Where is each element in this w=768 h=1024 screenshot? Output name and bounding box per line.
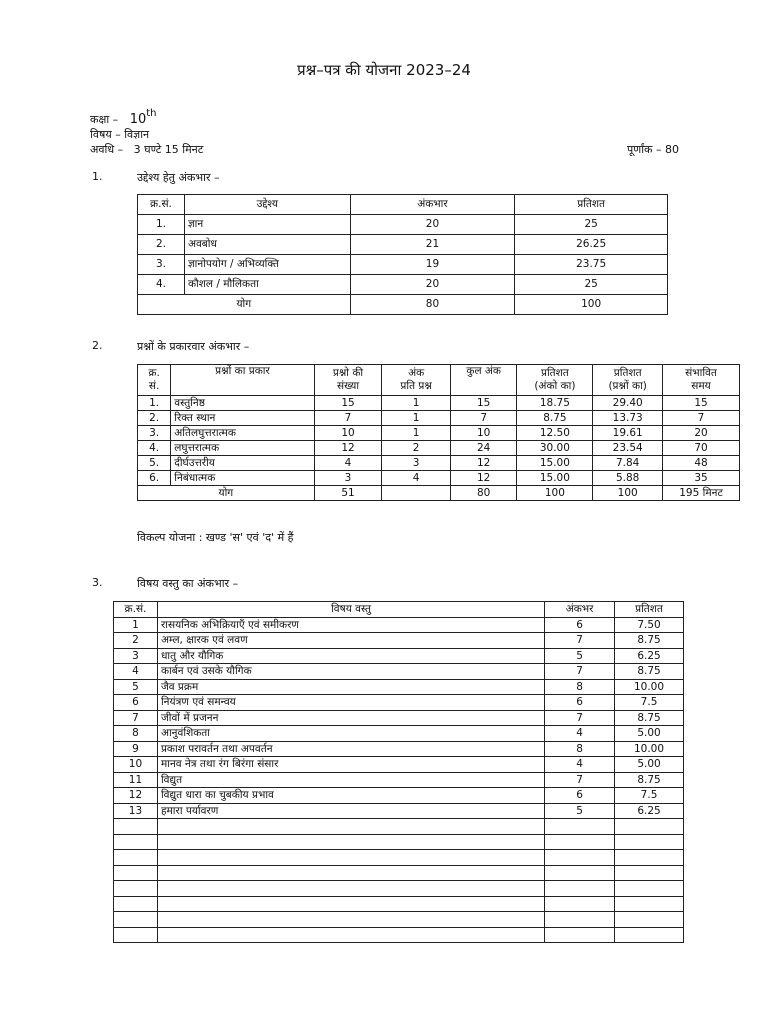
- column-header: अंक प्रति प्रश्न: [382, 365, 451, 396]
- table-cell: 10.00: [615, 679, 684, 695]
- table-cell: 13: [114, 803, 158, 819]
- table-cell: 15: [314, 396, 382, 411]
- table-cell: 5: [545, 803, 615, 819]
- table-cell: 3.: [138, 426, 171, 441]
- table-cell: 7: [663, 411, 740, 426]
- table-cell: जैव प्रक्रम: [157, 679, 544, 695]
- table-cell: 30.00: [517, 441, 593, 456]
- column-header: अंकभार: [350, 195, 515, 215]
- column-header: विषय वस्तु: [157, 602, 544, 618]
- empty-cell: [157, 896, 544, 912]
- table-row: [114, 710, 684, 726]
- table-cell: अतिलघुत्तरात्मक: [171, 426, 314, 441]
- table-cell: 7.5: [615, 788, 684, 804]
- table-cell: 70: [663, 441, 740, 456]
- table-cell: 3: [382, 456, 451, 471]
- table-cell: धातु और यौगिक: [157, 648, 544, 664]
- empty-cell: [615, 912, 684, 928]
- section3-number: 3.: [92, 576, 103, 589]
- table-cell: 8.75: [517, 411, 593, 426]
- section1-number: 1.: [92, 170, 103, 183]
- empty-table-row: [114, 881, 684, 897]
- table-cell: रिक्त स्थान: [171, 411, 314, 426]
- table-cell: 80: [450, 486, 517, 501]
- class-label: कक्षा –: [90, 113, 119, 126]
- table-cell: 15: [450, 396, 517, 411]
- option-note: विकल्प योजना : खण्ड 'स' एवं 'द' में हैं: [137, 531, 294, 544]
- total-label: योग: [138, 486, 315, 501]
- empty-cell: [545, 865, 615, 881]
- table-cell: 51: [314, 486, 382, 501]
- objective-table: [137, 194, 668, 315]
- table-cell: 29.40: [593, 396, 663, 411]
- section3-heading: विषय वस्तु का अंकभार –: [137, 577, 239, 590]
- empty-table-row: [114, 912, 684, 928]
- empty-cell: [157, 819, 544, 835]
- table-cell: विद्युत: [157, 772, 544, 788]
- table-row: [114, 633, 684, 649]
- table-cell: 12: [450, 456, 517, 471]
- empty-cell: [545, 912, 615, 928]
- table-cell: 24: [450, 441, 517, 456]
- empty-cell: [157, 834, 544, 850]
- empty-cell: [615, 819, 684, 835]
- table-cell: निबंधात्मक: [171, 471, 314, 486]
- table-cell: 7: [545, 664, 615, 680]
- empty-cell: [615, 927, 684, 943]
- column-header: क्र.सं.: [114, 602, 158, 618]
- section2-number: 2.: [92, 339, 103, 352]
- table-cell: विद्युत धारा का चुबकीय प्रभाव: [157, 788, 544, 804]
- total-row: [138, 486, 740, 501]
- content-table-header: [114, 602, 684, 618]
- table-cell: 5: [545, 648, 615, 664]
- table-cell: प्रकाश परावर्तन तथा अपवर्तन: [157, 741, 544, 757]
- column-header: प्रतिशत (प्रश्नों का): [593, 365, 663, 396]
- table-cell: 7.50: [615, 617, 684, 633]
- objective-table-header: [138, 195, 668, 215]
- duration-line: अवधि – 3 घण्टे 15 मिनट: [90, 143, 204, 156]
- table-row: [114, 772, 684, 788]
- table-row: [114, 664, 684, 680]
- column-header: अंकभर: [545, 602, 615, 618]
- empty-cell: [615, 881, 684, 897]
- table-cell: ज्ञानोपयोग / अभिव्यक्ति: [184, 255, 350, 275]
- table-row: [114, 757, 684, 773]
- table-cell: नियंत्रण एवं समन्वय: [157, 695, 544, 711]
- table-cell: 6: [114, 695, 158, 711]
- table-cell: 6.25: [615, 803, 684, 819]
- table-cell: 5.00: [615, 757, 684, 773]
- table-row: [114, 648, 684, 664]
- table-cell: 21: [350, 235, 515, 255]
- table-row: [114, 617, 684, 633]
- table-cell: मानव नेत्र तथा रंग बिरंगा संसार: [157, 757, 544, 773]
- table-cell: 4: [545, 757, 615, 773]
- table-cell: 15.00: [517, 471, 593, 486]
- class-superscript: th: [146, 108, 157, 119]
- table-cell: 2: [382, 441, 451, 456]
- table-row: [114, 803, 684, 819]
- table-cell: 7.84: [593, 456, 663, 471]
- table-cell: 20: [663, 426, 740, 441]
- empty-cell: [615, 850, 684, 866]
- table-cell: लघुत्तरात्मक: [171, 441, 314, 456]
- table-cell: 2: [114, 633, 158, 649]
- table-cell: 7: [450, 411, 517, 426]
- empty-table-row: [114, 819, 684, 835]
- empty-cell: [114, 834, 158, 850]
- empty-table-row: [114, 865, 684, 881]
- table-cell: 35: [663, 471, 740, 486]
- table-cell: 26.25: [515, 235, 668, 255]
- table-cell: 23.75: [515, 255, 668, 275]
- table-cell: 6.25: [615, 648, 684, 664]
- table-cell: 12: [114, 788, 158, 804]
- empty-cell: [157, 881, 544, 897]
- table-cell: 5.88: [593, 471, 663, 486]
- column-header: प्रश्नों का प्रकार: [171, 365, 314, 396]
- table-row: [114, 679, 684, 695]
- table-cell: 8.75: [615, 664, 684, 680]
- column-header: प्रतिशत: [515, 195, 668, 215]
- table-cell: 7: [114, 710, 158, 726]
- table-row: [138, 456, 740, 471]
- table-cell: 3: [114, 648, 158, 664]
- table-cell: 2.: [138, 411, 171, 426]
- table-row: [114, 788, 684, 804]
- table-cell: 23.54: [593, 441, 663, 456]
- empty-cell: [114, 912, 158, 928]
- table-cell: 80: [350, 295, 515, 315]
- table-cell: 100: [515, 295, 668, 315]
- column-header: क्र. सं.: [138, 365, 171, 396]
- empty-cell: [545, 927, 615, 943]
- table-cell: 4.: [138, 275, 185, 295]
- table-cell: 1: [382, 411, 451, 426]
- table-cell: 100: [593, 486, 663, 501]
- empty-cell: [615, 896, 684, 912]
- empty-cell: [157, 850, 544, 866]
- column-header: प्रतिशत (अंको का): [517, 365, 593, 396]
- question-type-table-header: [138, 365, 740, 396]
- table-cell: दीर्घउत्तरीय: [171, 456, 314, 471]
- table-cell: 8.75: [615, 710, 684, 726]
- empty-cell: [114, 927, 158, 943]
- empty-table-row: [114, 834, 684, 850]
- column-header: प्रतिशत: [615, 602, 684, 618]
- page-title: प्रश्न–पत्र की योजना 2023–24: [297, 61, 471, 79]
- empty-table-row: [114, 927, 684, 943]
- table-cell: 195 मिनट: [663, 486, 740, 501]
- table-cell: 25: [515, 215, 668, 235]
- total-row: [138, 295, 668, 315]
- class-line: [90, 108, 157, 127]
- table-cell: 1.: [138, 396, 171, 411]
- table-cell: 4: [545, 726, 615, 742]
- table-cell: रासयनिक अभिक्रियाएँ एवं समीकरण: [157, 617, 544, 633]
- subject-line: विषय – विज्ञान: [90, 128, 150, 141]
- table-row: [138, 255, 668, 275]
- section2-heading: प्रश्नों के प्रकारवार अंकभार –: [137, 340, 250, 353]
- table-cell: 6: [545, 788, 615, 804]
- table-cell: 3.: [138, 255, 185, 275]
- table-cell: ज्ञान: [184, 215, 350, 235]
- empty-cell: [545, 881, 615, 897]
- empty-cell: [157, 927, 544, 943]
- table-cell: 8.75: [615, 633, 684, 649]
- table-cell: 8: [545, 741, 615, 757]
- column-header: कुल अंक: [450, 365, 517, 396]
- content-table: [113, 601, 684, 943]
- table-row: [138, 215, 668, 235]
- table-cell: 13.73: [593, 411, 663, 426]
- table-cell: हमारा पर्यावरण: [157, 803, 544, 819]
- table-row: [138, 235, 668, 255]
- table-cell: 4: [314, 456, 382, 471]
- column-header: क्र.सं.: [138, 195, 185, 215]
- table-cell: 1: [114, 617, 158, 633]
- table-cell: 19.61: [593, 426, 663, 441]
- table-cell: कार्बन एवं उसके यौगिक: [157, 664, 544, 680]
- table-cell: 10: [450, 426, 517, 441]
- table-cell: 9: [114, 741, 158, 757]
- column-header: संभावित समय: [663, 365, 740, 396]
- empty-table-row: [114, 896, 684, 912]
- table-row: [138, 411, 740, 426]
- question-type-table: [137, 364, 740, 501]
- full-marks: पूर्णांक – 80: [627, 143, 679, 156]
- table-cell: 12: [450, 471, 517, 486]
- table-cell: अम्ल, क्षारक एवं लवण: [157, 633, 544, 649]
- table-cell: 20: [350, 215, 515, 235]
- table-cell: 5: [114, 679, 158, 695]
- table-cell: 1: [382, 426, 451, 441]
- table-cell: 3: [314, 471, 382, 486]
- table-row: [138, 426, 740, 441]
- empty-cell: [157, 912, 544, 928]
- table-cell: [382, 486, 451, 501]
- table-cell: 20: [350, 275, 515, 295]
- class-value: 10: [129, 112, 147, 127]
- table-cell: आनुवंशिकता: [157, 726, 544, 742]
- empty-cell: [114, 850, 158, 866]
- table-cell: 7: [545, 710, 615, 726]
- empty-table-row: [114, 850, 684, 866]
- table-cell: जीवों में प्रजनन: [157, 710, 544, 726]
- table-cell: 15: [663, 396, 740, 411]
- table-cell: 15.00: [517, 456, 593, 471]
- table-cell: 25: [515, 275, 668, 295]
- empty-cell: [114, 881, 158, 897]
- empty-cell: [114, 865, 158, 881]
- empty-cell: [114, 819, 158, 835]
- table-cell: 4.: [138, 441, 171, 456]
- table-row: [114, 741, 684, 757]
- table-cell: 4: [114, 664, 158, 680]
- table-cell: 100: [517, 486, 593, 501]
- table-cell: 10.00: [615, 741, 684, 757]
- table-cell: 19: [350, 255, 515, 275]
- table-cell: 6: [545, 617, 615, 633]
- column-header: प्रश्नो की संख्या: [314, 365, 382, 396]
- table-cell: 7: [314, 411, 382, 426]
- table-cell: 4: [382, 471, 451, 486]
- table-cell: 12: [314, 441, 382, 456]
- table-cell: 8.75: [615, 772, 684, 788]
- table-cell: 2.: [138, 235, 185, 255]
- table-cell: 1.: [138, 215, 185, 235]
- table-cell: 12.50: [517, 426, 593, 441]
- table-row: [114, 726, 684, 742]
- empty-cell: [545, 896, 615, 912]
- table-cell: 7: [545, 772, 615, 788]
- table-cell: वस्तुनिष्ठ: [171, 396, 314, 411]
- empty-cell: [545, 819, 615, 835]
- empty-cell: [114, 896, 158, 912]
- table-cell: 8: [545, 679, 615, 695]
- table-cell: 6: [545, 695, 615, 711]
- table-cell: 10: [114, 757, 158, 773]
- table-cell: 7: [545, 633, 615, 649]
- table-row: [138, 396, 740, 411]
- table-cell: 10: [314, 426, 382, 441]
- table-cell: 5.: [138, 456, 171, 471]
- table-cell: कौशल / मौलिकता: [184, 275, 350, 295]
- table-cell: अवबोध: [184, 235, 350, 255]
- table-cell: 5.00: [615, 726, 684, 742]
- table-row: [138, 471, 740, 486]
- table-cell: 18.75: [517, 396, 593, 411]
- empty-cell: [157, 865, 544, 881]
- table-cell: 8: [114, 726, 158, 742]
- table-row: [138, 275, 668, 295]
- empty-cell: [615, 834, 684, 850]
- table-row: [114, 695, 684, 711]
- empty-cell: [615, 865, 684, 881]
- section1-heading: उद्देश्य हेतु अंकभार –: [137, 171, 220, 184]
- total-label: योग: [138, 295, 351, 315]
- table-cell: 6.: [138, 471, 171, 486]
- table-row: [138, 441, 740, 456]
- table-cell: 1: [382, 396, 451, 411]
- table-cell: 48: [663, 456, 740, 471]
- empty-cell: [545, 850, 615, 866]
- column-header: उद्देश्य: [184, 195, 350, 215]
- empty-cell: [545, 834, 615, 850]
- table-cell: 7.5: [615, 695, 684, 711]
- table-cell: 11: [114, 772, 158, 788]
